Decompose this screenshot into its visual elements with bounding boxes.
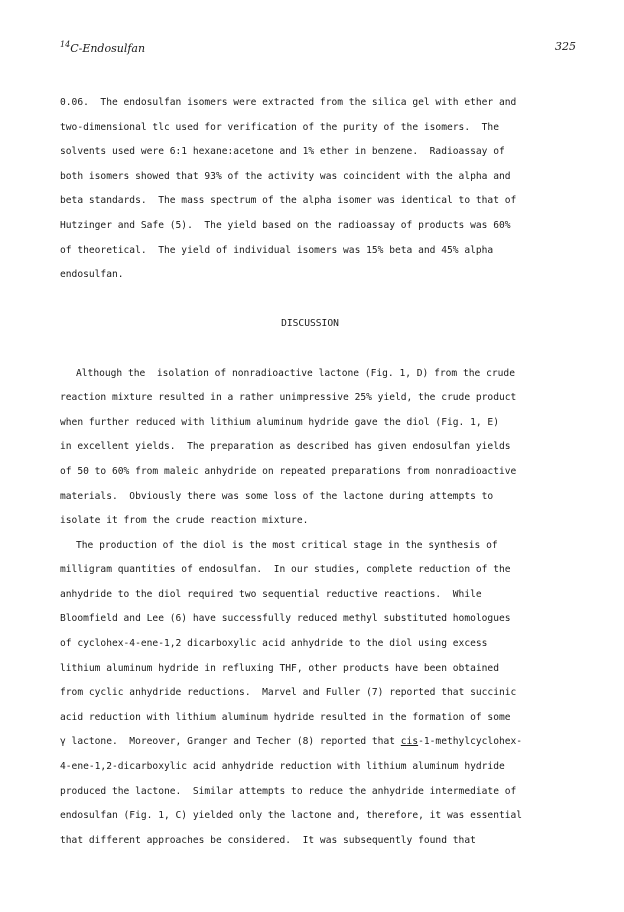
text-line: endosulfan (Fig. 1, C) yielded only the lactone and, therefore, it was essential [60,810,523,822]
paragraph-3 [60,534,560,854]
page-header [60,40,576,60]
text-line: milligram quantities of endosulfan. In our studies, complete reduction of the [60,564,511,576]
running-title-superscript: 14 [60,40,71,49]
spacer [60,337,560,362]
text-line: materials. Obviously there was some loss of the lactone during attempts to [60,490,494,502]
text-line: two-dimensional tlc used for verification of the purity of the isomers. The [60,121,499,133]
text-line: Hutzinger and Safe (5). The yield based on the radioassay of products was 60% [60,219,511,231]
text-line: anhydride to the diol required two sequential reductive reactions. While [60,588,482,600]
text-line: acid reduction with lithium aluminum hydride resulted in the formation of some [60,711,511,723]
text-line: endosulfan. [60,269,124,281]
text-line: 4-ene-1,2-dicarboxylic acid anhydride reduction with lithium aluminum hydride [60,761,505,773]
text-line: of cyclohex-4-ene-1,2 dicarboxylic acid anhydride to the diol using excess [60,638,488,650]
underlined-term: cis [400,736,419,748]
running-title [60,40,145,55]
text-line: 0.06. The endosulfan isomers were extracted from the silica gel with ether and [60,97,517,108]
text-line: solvents used were 6:1 hexane:acetone and 1% ether in benzene. Radioassay of [60,146,505,158]
page-body [60,91,560,853]
text-line: The production of the diol is the most critical stage in the synthesis of [76,539,498,551]
running-title-text: C-Endosulfan [70,42,146,55]
text-line: beta standards. The mass spectrum of the alpha isomer was identical to that of [60,195,517,207]
text-line: both isomers showed that 93% of the activity was coincident with the alpha and [60,170,511,182]
text-segment: γ lactone. Moreover, Granger and Techer (8) reported that [60,736,401,748]
text-line: Bloomfield and Lee (6) have successfully reduced methyl substituted homologues [60,613,511,625]
text-line: that different approaches be considered. It was subsequently found that [60,834,476,846]
text-line: from cyclic anhydride reductions. Marvel and Fuller (7) reported that succinic [60,687,517,699]
text-segment: -1-methylcyclohex- [418,736,523,748]
text-line: of theoretical. The yield of individual isomers was 15% beta and 45% alpha [60,244,494,256]
section-heading: DISCUSSION [281,318,339,330]
paragraph-2 [60,362,560,534]
spacer [60,288,560,313]
text-line: Although the isolation of nonradioactive lactone (Fig. 1, D) from the crude [76,367,515,379]
page-number: 325 [555,40,576,53]
text-line: reaction mixture resulted in a rather unimpressive 25% yield, the crude product [60,392,517,404]
text-line: isolate it from the crude reaction mixture. [60,515,309,527]
text-line: of 50 to 60% from maleic anhydride on repeated preparations from nonradioactive [60,465,517,477]
text-line [60,730,560,755]
text-line: in excellent yields. The preparation as described has given endosulfan yields [60,441,511,453]
text-line: produced the lactone. Similar attempts to reduce the anhydride intermediate of [60,785,517,797]
paragraph-1 [60,91,560,288]
text-line: when further reduced with lithium aluminum hydride gave the diol (Fig. 1, E) [60,416,499,428]
text-line: lithium aluminum hydride in refluxing THF, other products have been obtained [60,662,499,674]
